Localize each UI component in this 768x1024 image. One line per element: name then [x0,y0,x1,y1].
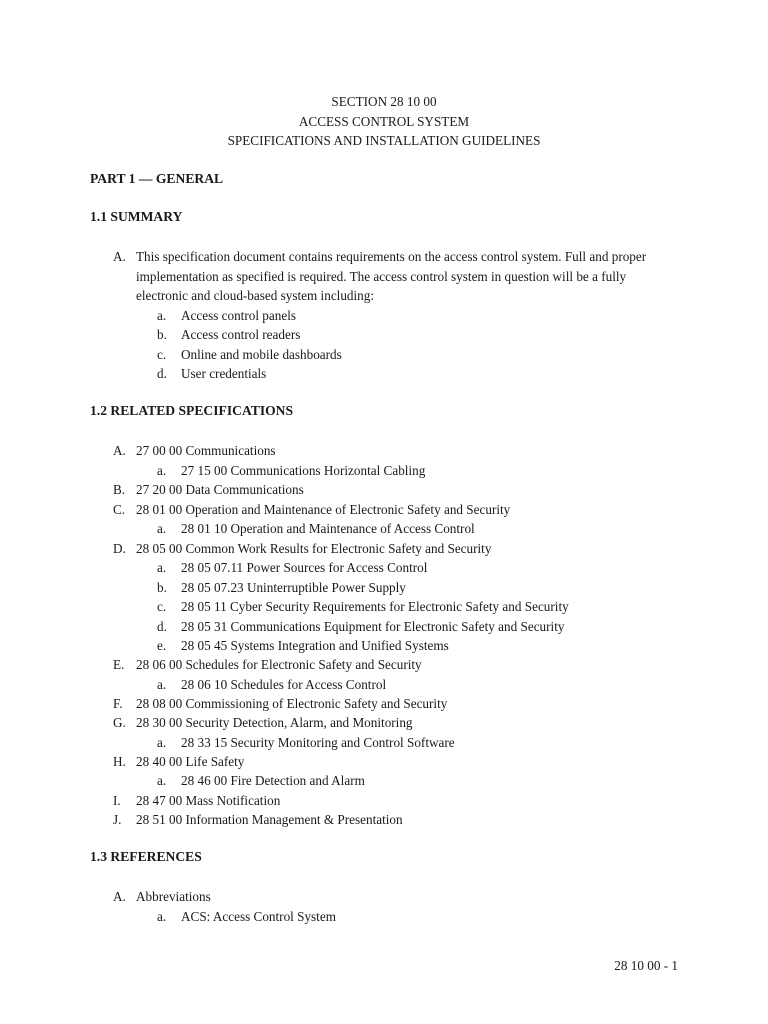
list-marker: C. [113,501,126,517]
paragraph-line: implementation as specified is required. The access control system in question will be a fully [136,268,627,284]
summary-heading: 1.1 SUMMARY [90,209,183,224]
list-item-text: ACS: Access Control System [181,908,336,924]
list-marker: e. [157,638,167,653]
list-marker: d. [157,618,167,634]
section-number: SECTION 28 10 00 [331,94,437,109]
section-title: ACCESS CONTROL SYSTEM [298,113,470,129]
list-item-text: Access control panels [181,307,296,323]
list-marker: a. [157,307,167,323]
page-number: 28 10 00 - 1 [614,958,678,973]
list-item-text: 28 05 07.11 Power Sources for Access Control [181,560,428,575]
list-item-text: 28 01 00 Operation and Maintenance of Electronic Safety and Security [136,501,511,517]
list-marker: b. [157,327,167,342]
list-marker: a. [157,908,167,924]
list-marker: a. [157,560,167,575]
related-specifications-heading: 1.2 RELATED SPECIFICATIONS [90,403,294,418]
list-item-text: 28 05 11 Cyber Security Requirements for Electronic Safety and Security [181,599,569,614]
list-marker: a. [157,521,167,536]
list-marker: F. [113,696,123,711]
list-item-text: 28 33 15 Security Monitoring and Control Software [181,734,455,750]
list-item-text: 27 20 00 Data Communications [136,482,304,497]
list-marker: A. [113,443,126,458]
list-item-text: 28 08 00 Commissioning of Electronic Safety and Security [136,696,448,711]
list-marker: a. [157,773,167,788]
list-item-text: 28 06 00 Schedules for Electronic Safety and Security [136,657,422,672]
list-marker: A. [113,889,126,904]
list-item-text: 28 06 10 Schedules for Access Control [181,676,387,692]
list-marker: a. [157,462,167,478]
list-marker: c. [157,599,167,614]
list-item-text: 28 05 07.23 Uninterruptible Power Supply [181,579,406,595]
paragraph-line: electronic and cloud-based system including: [136,288,375,303]
list-item-text: 28 46 00 Fire Detection and Alarm [181,773,365,788]
list-item-text: Abbreviations [136,889,211,904]
paragraph-line: This specification document contains requirements on the access control system. Full and proper [136,249,647,264]
list-item-text: 28 05 45 Systems Integration and Unified Systems [181,638,449,653]
list-item-text: Online and mobile dashboards [181,346,342,362]
list-item-text: 28 47 00 Mass Notification [136,792,281,808]
list-item-text: Access control readers [181,327,301,342]
list-item-text: 28 01 10 Operation and Maintenance of Access Control [181,521,475,536]
list-item-text: 27 15 00 Communications Horizontal Cabling [181,462,426,478]
part-heading: PART 1 — GENERAL [90,171,224,186]
list-marker: J. [113,812,122,827]
list-marker: a. [157,734,167,750]
references-heading: 1.3 REFERENCES [90,849,202,864]
list-marker: a. [157,676,167,692]
section-header [0,92,768,151]
list-marker: G. [113,715,126,730]
list-item-text: 27 00 00 Communications [136,443,276,458]
list-marker: I. [113,792,121,808]
list-marker: B. [113,482,126,497]
list-item-text: 28 05 00 Common Work Results for Electronic Safety and Security [136,540,492,556]
list-item-text: 28 51 00 Information Management & Presentation [136,812,403,827]
list-item-text: 28 30 00 Security Detection, Alarm, and Monitoring [136,715,413,730]
list-item-text: 28 05 31 Communications Equipment for Electronic Safety and Security [181,618,565,634]
summary-paragraph [136,247,676,306]
list-marker: E. [113,657,125,672]
list-marker: H. [113,754,126,769]
list-item-text: User credentials [181,366,267,381]
list-marker: D. [113,540,126,556]
list-marker: c. [157,346,167,362]
section-subtitle: SPECIFICATIONS AND INSTALLATION GUIDELINES [227,133,541,148]
list-marker: A. [113,249,126,264]
list-marker: b. [157,579,167,595]
list-marker: d. [157,366,167,381]
list-item-text: 28 40 00 Life Safety [136,754,245,769]
